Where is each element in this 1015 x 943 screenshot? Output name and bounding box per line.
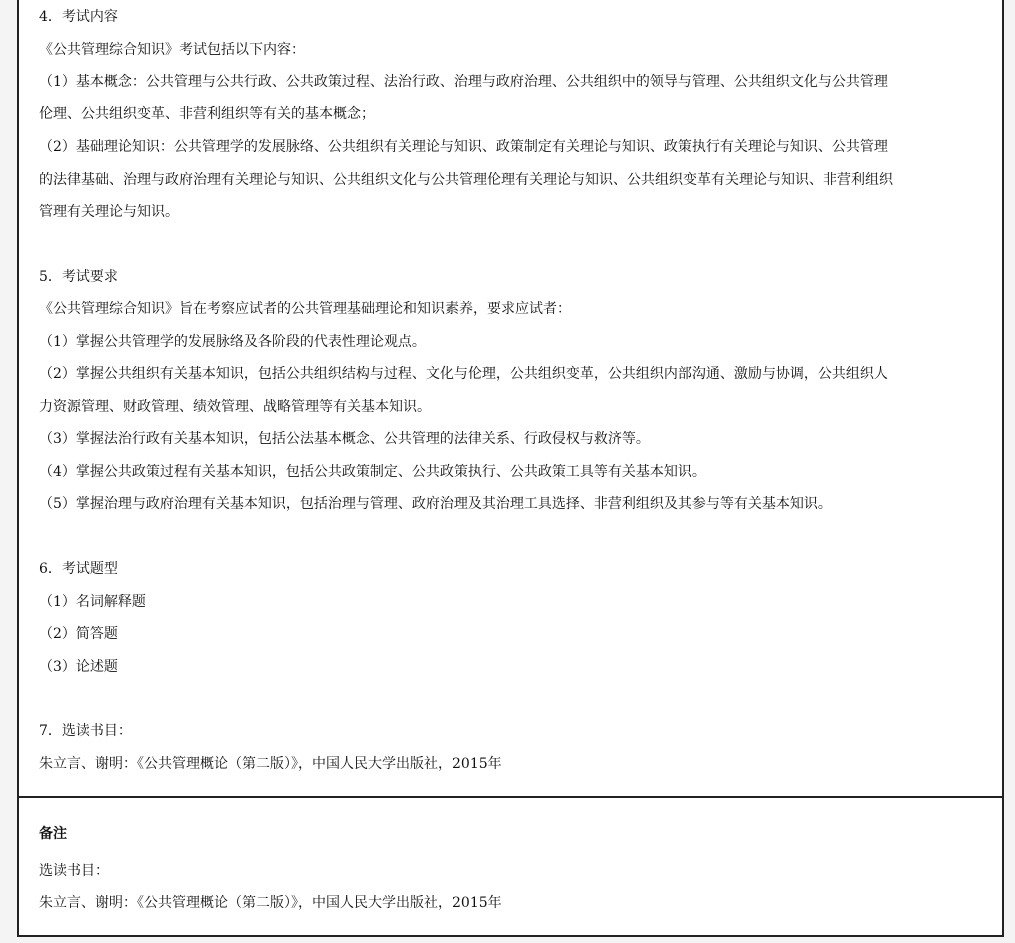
section-4-heading: 4．考试内容 bbox=[39, 9, 118, 25]
section-5-line: （4）掌握公共政策过程有关基本知识，包括公共政策制定、公共政策执行、公共政策工具等有关基本知识。 bbox=[39, 464, 706, 480]
section-4-line: 的法律基础、治理与政府治理有关理论与知识、公共组织文化与公共管理伦理有关理论与知识、公共组织变革有关理论与知识、非营利组织 bbox=[39, 172, 893, 188]
section-5-line: （5）掌握治理与政府治理有关基本知识，包括治理与管理、政府治理及其治理工具选择、非营利组织及其参与等有关基本知识。 bbox=[39, 496, 832, 512]
section-4-line: （1）基本概念：公共管理与公共行政、公共政策过程、法治行政、治理与政府治理、公共组织中的领导与管理、公共组织文化与公共管理 bbox=[39, 74, 888, 90]
section-4-line: 管理有关理论与知识。 bbox=[39, 204, 179, 220]
reading-book: 朱立言、谢明：《公共管理概论（第二版）》，中国人民大学出版社，2015年 bbox=[39, 756, 502, 772]
notes-label: 选读书目： bbox=[39, 863, 109, 879]
document-page bbox=[17, 0, 1004, 937]
notes-title: 备注 bbox=[39, 826, 67, 842]
section-5-line: 力资源管理、财政管理、绩效管理、战略管理等有关基本知识。 bbox=[39, 399, 431, 415]
notes-cell bbox=[19, 798, 1002, 935]
section-5-line: （3）掌握法治行政有关基本知识，包括公法基本概念、公共管理的法律关系、行政侵权与救济等。 bbox=[39, 431, 650, 447]
section-6-heading: 6．考试题型 bbox=[39, 561, 118, 577]
section-5-line: （2）掌握公共组织有关基本知识，包括公共组织结构与过程、文化与伦理，公共组织变革，公共组织内部沟通、激励与协调，公共组织人 bbox=[39, 366, 888, 382]
question-type-item: （1）名词解释题 bbox=[39, 594, 146, 610]
section-4-line: 伦理、公共组织变革、非营利组织等有关的基本概念； bbox=[39, 106, 375, 122]
section-7-heading: 7．选读书目： bbox=[39, 723, 132, 739]
section-4-intro: 《公共管理综合知识》考试包括以下内容： bbox=[39, 42, 305, 58]
section-5-line: （1）掌握公共管理学的发展脉络及各阶段的代表性理论观点。 bbox=[39, 334, 426, 350]
section-5-heading: 5．考试要求 bbox=[39, 269, 118, 285]
question-type-item: （3）论述题 bbox=[39, 659, 118, 675]
section-4-line: （2）基础理论知识：公共管理学的发展脉络、公共组织有关理论与知识、政策制定有关理论与知识、政策执行有关理论与知识、公共管理 bbox=[39, 139, 888, 155]
question-type-item: （2）简答题 bbox=[39, 626, 118, 642]
exam-content-cell bbox=[19, 0, 1002, 798]
notes-book: 朱立言、谢明：《公共管理概论（第二版）》，中国人民大学出版社，2015年 bbox=[39, 895, 502, 911]
section-5-intro: 《公共管理综合知识》旨在考察应试者的公共管理基础理论和知识素养，要求应试者： bbox=[39, 301, 571, 317]
